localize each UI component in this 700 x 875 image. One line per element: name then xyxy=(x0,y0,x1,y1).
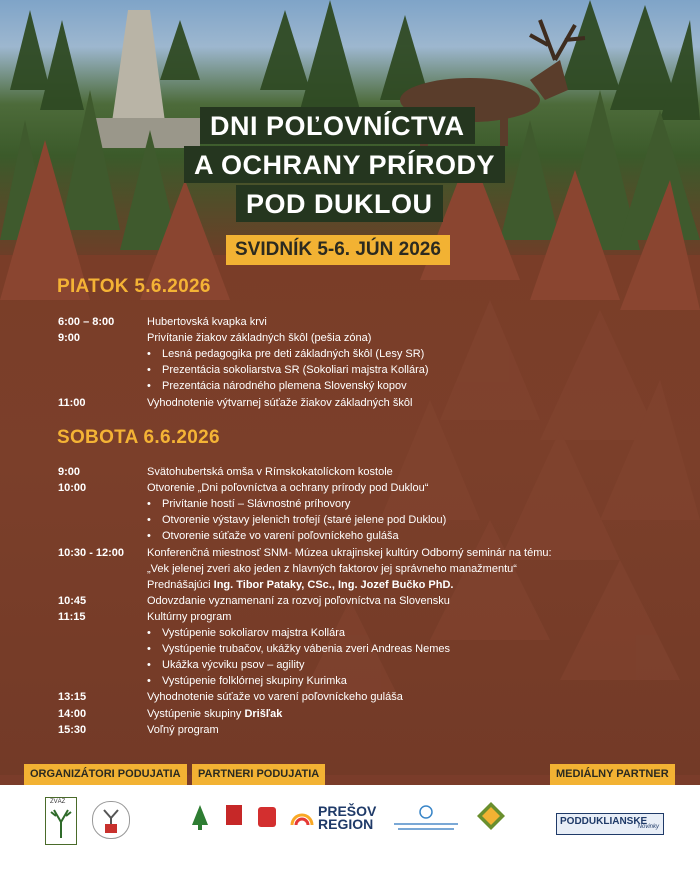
presov-region-text-2: REGION xyxy=(318,816,374,832)
snowflake-icon xyxy=(388,803,464,833)
schedule-text xyxy=(147,706,282,722)
schedule-row xyxy=(0,706,700,722)
schedule-text: Svätohubertská omša v Rímskokatolíckom kostole xyxy=(147,466,393,478)
event-location-date: SVIDNÍK 5-6. JÚN 2026 xyxy=(226,235,450,265)
podduklianske-text: PODDUKLIANSKE xyxy=(560,816,648,827)
bullet-icon: • xyxy=(147,643,151,656)
bullet-icon: • xyxy=(147,380,151,393)
schedule-text: Vystúpenie trubačov, ukážky vábenia zveri Andreas Nemes xyxy=(162,643,450,656)
podduklianske-novinky-logo xyxy=(556,813,664,835)
schedule-row xyxy=(0,625,700,641)
presov-region-sun-icon xyxy=(290,807,314,827)
schedule-text: Vyhodnotenie súťaže vo varení poľovníckeho guláša xyxy=(147,691,403,704)
town-coat-icon xyxy=(258,807,276,827)
schedule-time: 11:15 xyxy=(58,610,86,623)
schedule-text: Otvorenie „Dni poľovníctva a ochrany prírody pod Duklou“ xyxy=(147,482,429,495)
schedule-row xyxy=(0,561,700,577)
schedule-row xyxy=(0,496,700,512)
snm-museum-logo xyxy=(388,803,464,833)
day2-heading: SOBOTA 6.6.2026 xyxy=(57,427,220,448)
bullet-icon: • xyxy=(147,659,151,672)
schedule-text: Vyhodnotenie výtvarnej súťaže žiakov základných škôl xyxy=(147,396,413,409)
schedule-time: 10:45 xyxy=(58,594,87,607)
bullet-icon: • xyxy=(147,530,151,543)
schedule-text: „Vek jelenej zveri ako jeden z hlavných faktorov jej správneho manažmentu“ xyxy=(147,562,517,575)
hunting-chamber-logo xyxy=(92,801,130,839)
bullet-icon: • xyxy=(147,348,151,361)
monument-icon xyxy=(112,10,165,122)
schedule-text: Ukážka výcviku psov – agility xyxy=(162,659,305,672)
schedule-row xyxy=(0,641,700,657)
ornament-icon xyxy=(476,801,506,831)
zvaz-logo xyxy=(45,797,77,845)
title-line-1: DNI POĽOVNÍCTVA xyxy=(200,107,475,144)
schedule-row xyxy=(0,673,700,689)
schedule-text-bold: Ing. Tibor Pataky, CSc., Ing. Jozef Bučko PhD. xyxy=(213,578,454,591)
schedule-row xyxy=(0,378,700,394)
schedule-row xyxy=(0,689,700,705)
schedule-text: Privítanie žiakov základných škôl (pešia zóna) xyxy=(147,332,372,345)
schedule-text xyxy=(147,577,453,593)
partners-label: PARTNERI PODUJATIA xyxy=(192,764,325,785)
organizers-label: ORGANIZÁTORI PODUJATIA xyxy=(24,764,187,785)
schedule-time: 11:00 xyxy=(58,396,86,409)
sponsor-logos-bar xyxy=(0,785,700,875)
schedule-row xyxy=(0,528,700,544)
schedule-text: Vystúpenie sokoliarov majstra Kollára xyxy=(162,627,346,639)
media-partner-label: MEDIÁLNY PARTNER xyxy=(550,764,675,785)
schedule-text: Odovzdanie vyznamenaní za rozvoj poľovníctva na Slovensku xyxy=(147,594,450,607)
schedule-row xyxy=(0,464,700,480)
presov-region-logo xyxy=(318,805,376,831)
schedule-text-prefix: Vystúpenie skupiny xyxy=(147,707,245,720)
schedule-text: Lesná pedagogika pre deti základných škôl (Lesy SR) xyxy=(162,348,425,361)
antler-icon xyxy=(93,802,129,838)
schedule-row xyxy=(0,577,700,593)
bullet-icon: • xyxy=(147,675,151,688)
schedule-time: 6:00 – 8:00 xyxy=(58,316,115,328)
schedule-row xyxy=(0,346,700,362)
zvaz-logo-text: ZVÄZ xyxy=(50,799,66,805)
schedule-row xyxy=(0,362,700,378)
presov-region-text-1: PREŠOV xyxy=(318,803,377,819)
schedule-row xyxy=(0,314,700,330)
schedule-time: 13:15 xyxy=(58,691,87,704)
schedule-row xyxy=(0,480,700,496)
presov-region-coat-icon xyxy=(226,805,242,825)
schedule-row xyxy=(0,722,700,738)
schedule-text-prefix: Prednášajúci xyxy=(147,578,214,591)
title-line-3: POD DUKLOU xyxy=(236,185,443,222)
schedule-row xyxy=(0,512,700,528)
novinky-text: Novinky xyxy=(637,824,659,830)
schedule-time: 15:30 xyxy=(58,723,87,736)
schedule-text: Prezentácia sokoliarstva SR (Sokoliari majstra Kollára) xyxy=(162,364,429,377)
folklore-logo xyxy=(476,801,506,831)
schedule-time: 9:00 xyxy=(58,466,81,478)
schedule-time: 9:00 xyxy=(58,332,81,345)
schedule-text-bold: Drišľak xyxy=(244,707,283,720)
bullet-icon: • xyxy=(147,498,151,511)
schedule-time: 10:00 xyxy=(58,482,87,495)
tree-icon xyxy=(190,803,210,831)
lesy-sr-logo xyxy=(190,803,210,831)
schedule-text: Otvorenie súťaže vo varení poľovníckeho guláša xyxy=(162,530,399,543)
day1-heading: PIATOK 5.6.2026 xyxy=(57,276,211,297)
schedule-text: Konferenčná miestnosť SNM- Múzea ukrajinskej kultúry Odborný seminár na tému: xyxy=(147,546,552,559)
title-line-2: A OCHRANY PRÍRODY xyxy=(184,146,505,183)
schedule-text: Vystúpenie folklórnej skupiny Kurimka xyxy=(162,675,347,688)
schedule-row xyxy=(0,657,700,673)
bullet-icon: • xyxy=(147,514,151,527)
schedule-text: Prezentácia národného plemena Slovenský kopov xyxy=(162,380,407,393)
schedule-time: 14:00 xyxy=(58,707,87,720)
bullet-icon: • xyxy=(147,364,151,377)
schedule-text: Privítanie hostí – Slávnostné príhovory xyxy=(162,498,351,511)
schedule-row xyxy=(0,395,700,411)
schedule-row xyxy=(0,545,700,561)
bullet-icon: • xyxy=(147,627,151,639)
schedule-text: Otvorenie výstavy jelenich trofejí (staré jelene pod Duklou) xyxy=(162,514,447,527)
schedule-text: Hubertovská kvapka krvi xyxy=(147,316,267,328)
schedule-row xyxy=(0,593,700,609)
schedule-time: 10:30 - 12:00 xyxy=(58,546,125,559)
schedule-text: Kultúrny program xyxy=(147,610,232,623)
schedule-row xyxy=(0,609,700,625)
schedule-row xyxy=(0,330,700,346)
schedule-text: Voľný program xyxy=(147,723,219,736)
